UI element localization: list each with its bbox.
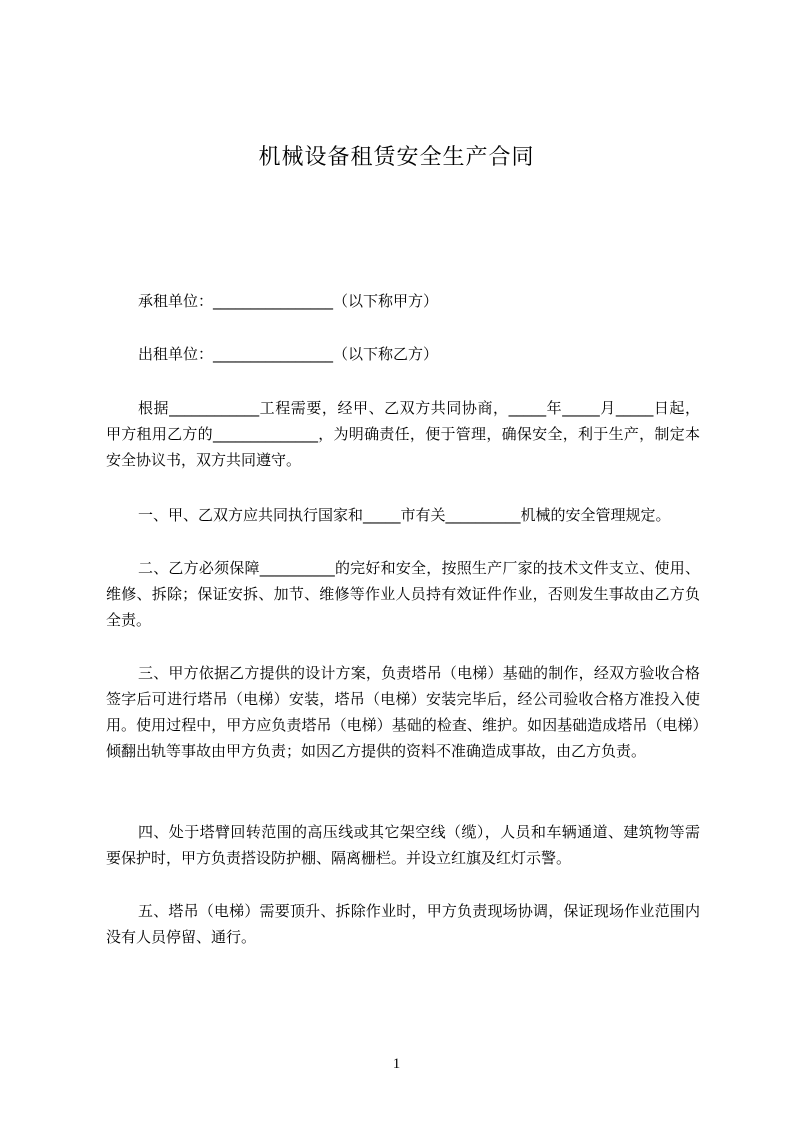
lessor-line: 出租单位：________________（以下称乙方） <box>138 345 439 363</box>
document-title: 机械设备租赁安全生产合同 <box>258 145 535 170</box>
clause-1: 一、甲、乙双方应共同执行国家和_____市有关__________机械的安全管理规定。 <box>138 506 671 524</box>
clause-4: 四、处于塔臂回转范围的高压线或其它架空线（缆），人员和车辆通道、建筑物等需要保护时，甲方负责搭设防护棚、隔离栅栏。并设立红旗及红灯示警。 <box>106 823 700 867</box>
intro-paragraph: 根据____________工程需要，经甲、乙双方共同协商，_____年_____月_____日起，甲方租用乙方的______________，为明确责任，便于管理，确保安全，利于生产，制定本安全协议书，双方共同遵守。 <box>106 399 700 469</box>
lessee-line: 承租单位：________________（以下称甲方） <box>138 292 439 310</box>
clause-2: 二、乙方必须保障__________的完好和安全，按照生产厂家的技术文件支立、使用、维修、拆除；保证安拆、加节、维修等作业人员持有效证件作业，否则发生事故由乙方负全责。 <box>106 559 700 629</box>
clause-5: 五、塔吊（电梯）需要顶升、拆除作业时，甲方负责现场协调，保证现场作业范围内没有人员停留、通行。 <box>106 902 700 946</box>
page-number: 1 <box>392 1056 401 1072</box>
clause-3: 三、甲方依据乙方提供的设计方案，负责塔吊（电梯）基础的制作，经双方验收合格签字后可进行塔吊（电梯）安装，塔吊（电梯）安装完毕后，经公司验收合格方准投入使用。使用过程中，甲方应负责塔吊（电梯）基础的检查、维护。如因基础造成塔吊（电梯）倾翻出轨等事故由甲方负责；如因乙方提供的资料不准确造成事故，由乙方负责。 <box>106 664 700 760</box>
